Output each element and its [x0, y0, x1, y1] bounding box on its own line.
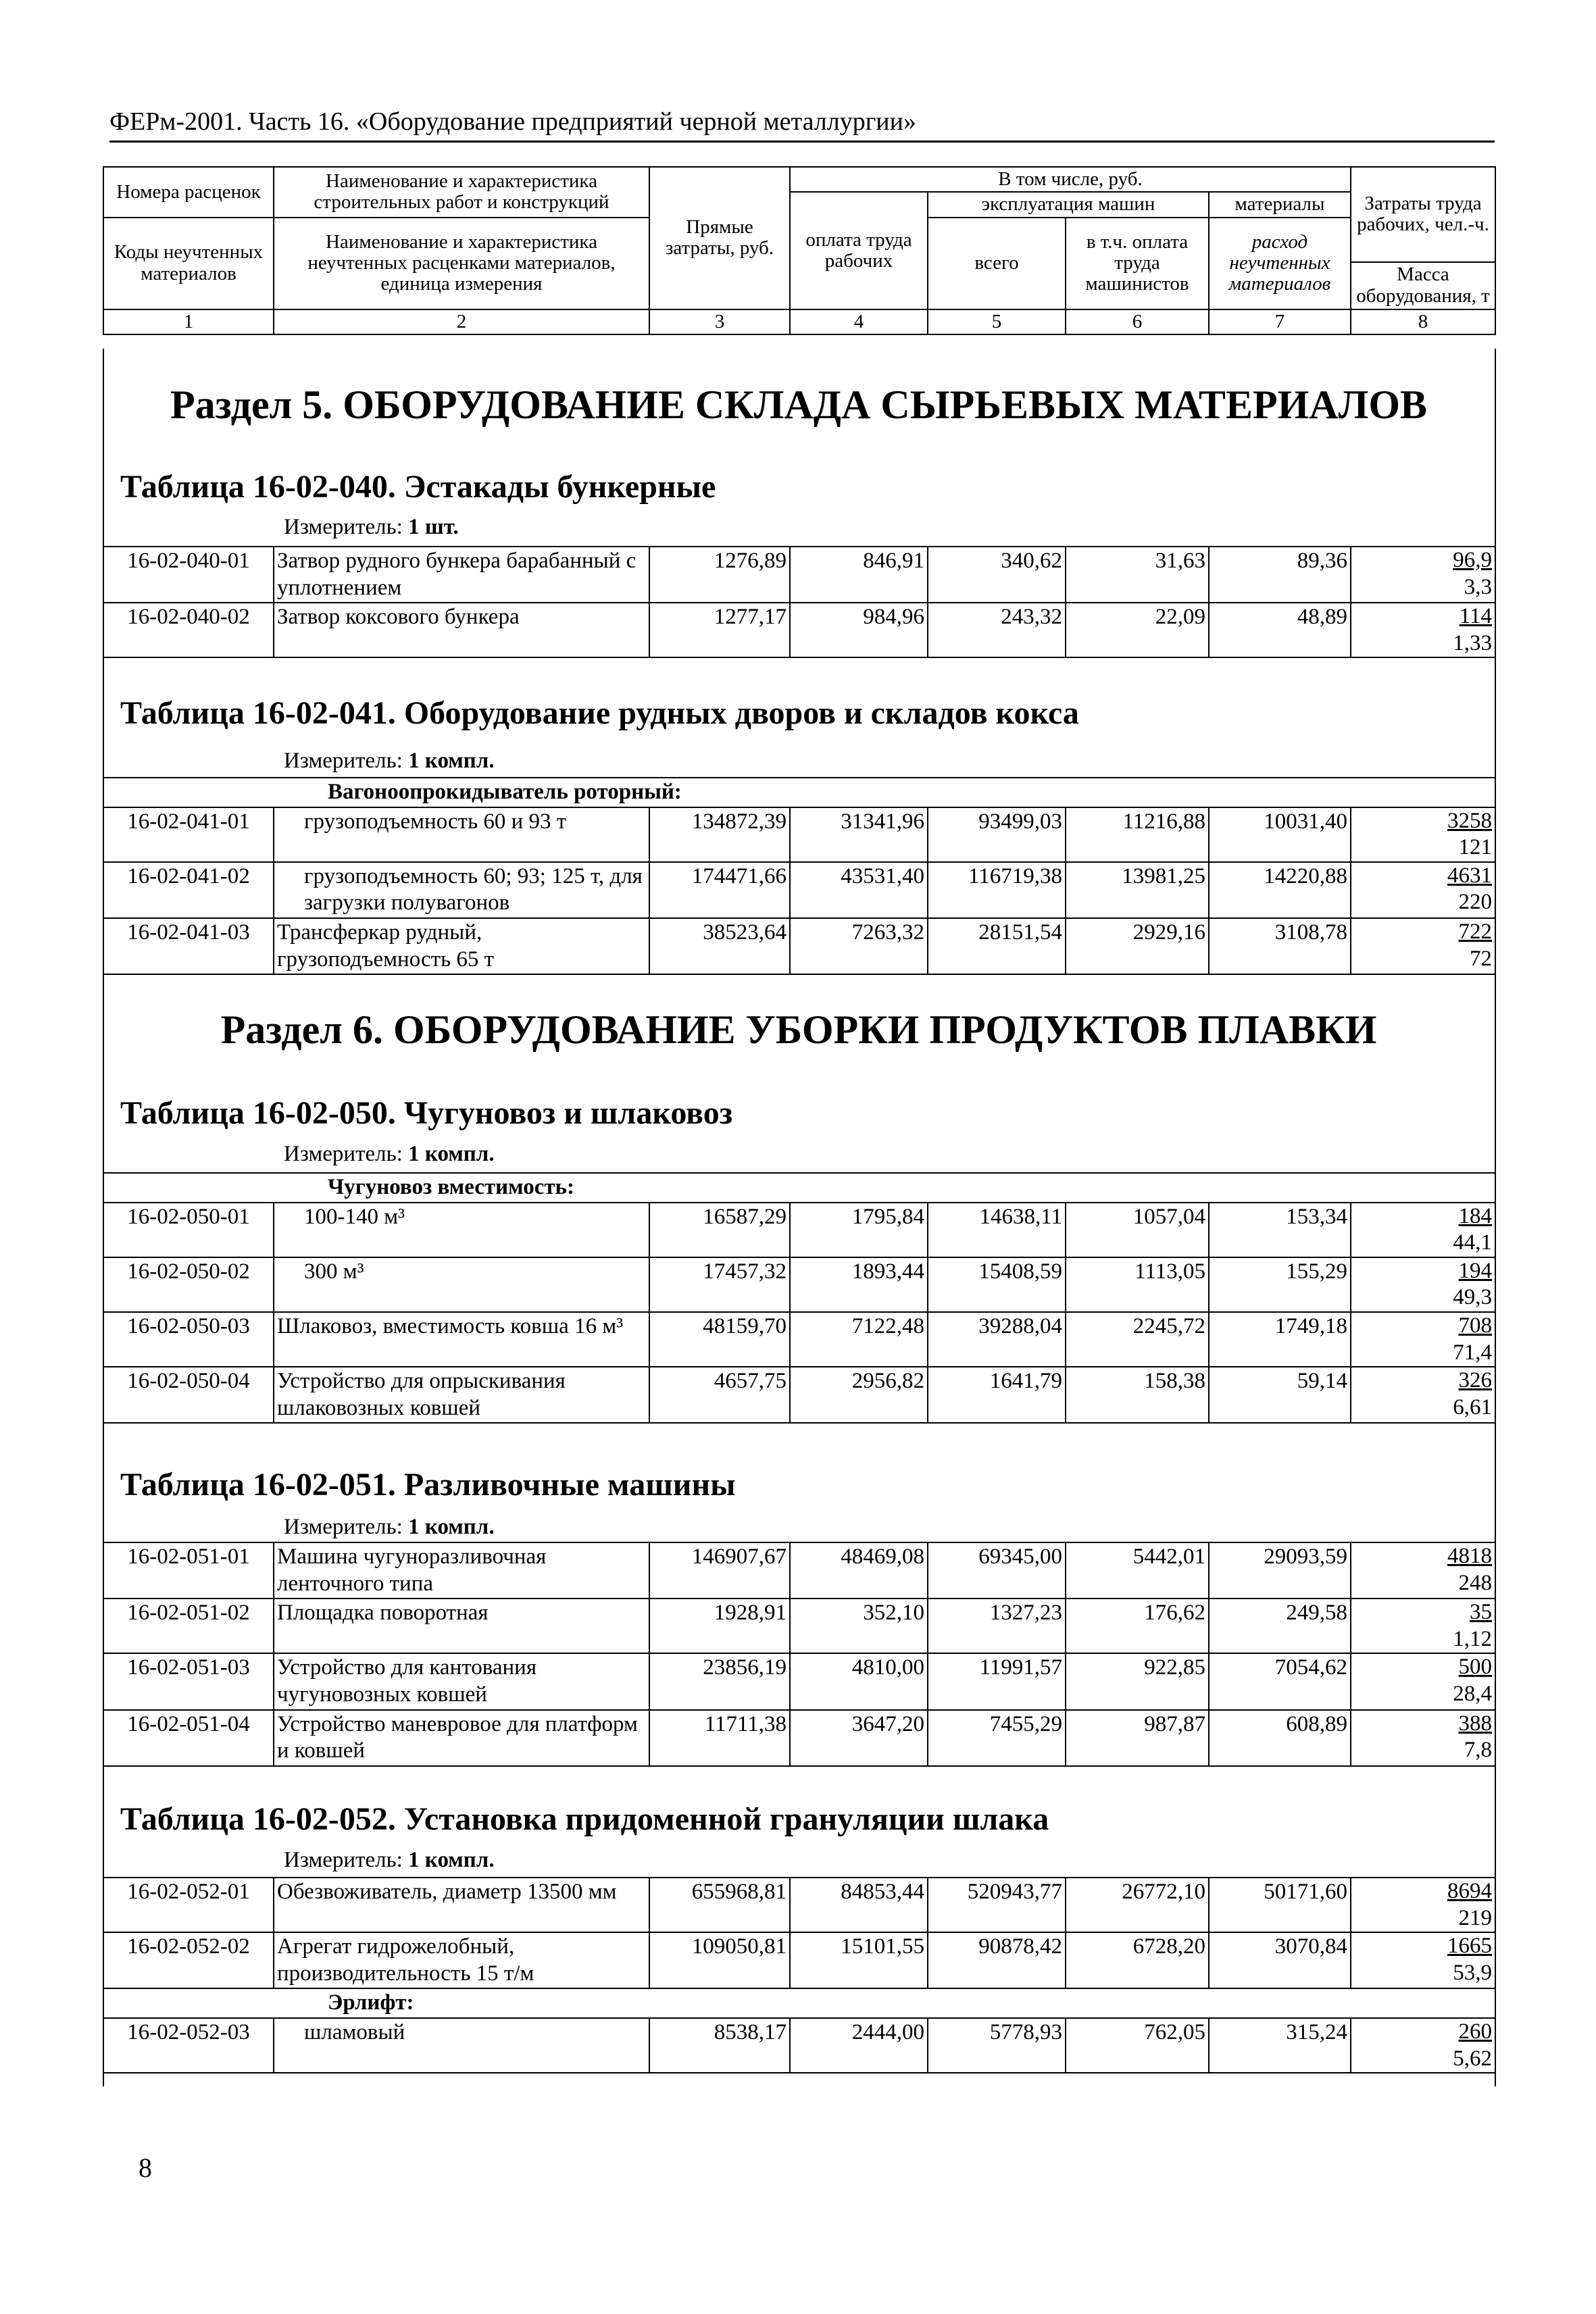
labor-hours: 1665	[1447, 1934, 1492, 1959]
machine-total: 7455,29	[928, 1710, 1066, 1766]
work-name: Агрегат гидрожелобный, производительность 15 т/м	[274, 1932, 649, 1988]
col-number: 2	[274, 309, 649, 334]
labor-hours: 500	[1458, 1655, 1492, 1680]
materials-cost: 155,29	[1209, 1257, 1351, 1312]
materials-cost: 50171,60	[1209, 1878, 1351, 1932]
labor-mass-cell	[1351, 1878, 1495, 1932]
rate-code: 16-02-040-01	[103, 547, 274, 603]
equipment-mass: 7,8	[1464, 1738, 1492, 1763]
labor-mass-cell	[1351, 2018, 1495, 2073]
table-row	[103, 1653, 1495, 1709]
rate-code: 16-02-041-01	[103, 807, 274, 862]
machinist-pay: 762,05	[1066, 2018, 1209, 2073]
unit-label: Измеритель:	[284, 1848, 403, 1872]
unit-value: 1 шт.	[408, 515, 459, 539]
table-subheader: Чугуновоз вместимость:	[274, 1173, 1495, 1203]
direct-cost: 109050,81	[649, 1932, 790, 1988]
direct-cost: 1276,89	[649, 547, 790, 603]
rate-code: 16-02-050-02	[103, 1257, 274, 1312]
machinist-pay: 6728,20	[1066, 1932, 1209, 1988]
equipment-mass: 121	[1458, 835, 1493, 860]
labor-mass-cell	[1351, 1653, 1495, 1709]
labor-mass-cell	[1351, 1203, 1495, 1257]
col-header-materials: материалы	[1209, 192, 1351, 217]
machinist-pay: 31,63	[1066, 547, 1209, 603]
table-title: Таблица 16-02-051. Разливочные машины	[120, 1467, 736, 1503]
rate-code: 16-02-050-04	[103, 1367, 274, 1423]
unit-value: 1 компл.	[408, 1848, 495, 1872]
labor-hours: 388	[1458, 1711, 1492, 1736]
col-header-including: В том числе, руб.	[790, 167, 1351, 192]
labor-pay: 1893,44	[790, 1257, 928, 1312]
table-row	[103, 807, 1495, 862]
labor-hours: 96,9	[1453, 548, 1492, 572]
unit-value: 1 компл.	[408, 1515, 495, 1539]
labor-hours: 722	[1458, 919, 1493, 944]
materials-cost: 3108,78	[1209, 918, 1351, 974]
table-row	[103, 862, 1495, 918]
labor-pay: 84853,44	[790, 1878, 928, 1932]
work-name: 300 м³	[274, 1257, 649, 1312]
col-header-direct: Прямые затраты, руб.	[649, 167, 790, 309]
col-number: 1	[103, 309, 274, 334]
rate-code: 16-02-041-03	[103, 918, 274, 974]
machine-total: 15408,59	[928, 1257, 1066, 1312]
unit-line	[284, 1848, 495, 1873]
rate-code: 16-02-041-02	[103, 862, 274, 918]
unit-label: Измеритель:	[284, 749, 403, 773]
col-number: 4	[790, 309, 928, 334]
equipment-mass: 1,12	[1453, 1626, 1492, 1651]
equipment-mass: 72	[1470, 946, 1493, 971]
running-header: ФЕРм-2001. Часть 16. «Оборудование предприятий черной металлургии»	[109, 107, 1495, 143]
column-header-table	[103, 166, 1496, 335]
equipment-mass: 53,9	[1453, 1960, 1492, 1985]
work-name: шламовый	[274, 2018, 649, 2073]
machinist-pay: 922,85	[1066, 1653, 1209, 1709]
machine-total: 5778,93	[928, 2018, 1066, 2073]
machinist-pay: 26772,10	[1066, 1878, 1209, 1932]
work-name: Затвор рудного бункера барабанный с уплотнением	[274, 547, 649, 603]
machinist-pay: 11216,88	[1066, 807, 1209, 862]
section-title: Раздел 6. ОБОРУДОВАНИЕ УБОРКИ ПРОДУКТОВ ПЛАВКИ	[220, 1007, 1377, 1052]
labor-mass-cell	[1351, 1599, 1495, 1653]
unit-value: 1 компл.	[408, 1142, 495, 1166]
machinist-pay: 1057,04	[1066, 1203, 1209, 1257]
labor-mass-cell	[1351, 807, 1495, 862]
col-number: 8	[1351, 309, 1495, 334]
labor-pay: 15101,55	[790, 1932, 928, 1988]
labor-pay: 2956,82	[790, 1367, 928, 1423]
rate-code: 16-02-051-03	[103, 1653, 274, 1709]
rate-code: 16-02-052-03	[103, 2018, 274, 2073]
col-header-labor-top: Затраты труда рабочих, чел.-ч.	[1351, 167, 1495, 262]
materials-cost: 7054,62	[1209, 1653, 1351, 1709]
subheader-spacer	[103, 1988, 274, 2018]
section-title: Раздел 5. ОБОРУДОВАНИЕ СКЛАДА СЫРЬЕВЫХ МАТЕРИАЛОВ	[170, 382, 1428, 427]
labor-hours: 260	[1458, 2019, 1492, 2044]
direct-cost: 38523,64	[649, 918, 790, 974]
rates-table	[103, 1542, 1496, 1767]
work-name: грузоподъемность 60 и 93 т	[274, 807, 649, 862]
machine-total: 243,32	[928, 603, 1066, 657]
table-title: Таблица 16-02-040. Эстакады бункерные	[120, 469, 716, 505]
work-name: 100-140 м³	[274, 1203, 649, 1257]
table-title: Таблица 16-02-050. Чугуновоз и шлаковоз	[120, 1095, 733, 1131]
materials-cost: 1749,18	[1209, 1312, 1351, 1367]
rate-code: 16-02-052-01	[103, 1878, 274, 1932]
work-name: Устройство маневровое для платформ и ковшей	[274, 1710, 649, 1766]
labor-mass-cell	[1351, 918, 1495, 974]
materials-cost: 48,89	[1209, 603, 1351, 657]
table-row	[103, 1203, 1495, 1257]
rate-code: 16-02-040-02	[103, 603, 274, 657]
labor-pay: 31341,96	[790, 807, 928, 862]
table-row	[103, 1257, 1495, 1312]
table-row	[103, 1932, 1495, 1988]
col-header-labor-pay: оплата труда рабочих	[790, 192, 928, 309]
equipment-mass: 44,1	[1453, 1230, 1493, 1255]
equipment-mass: 6,61	[1453, 1394, 1493, 1419]
table-title: Таблица 16-02-041. Оборудование рудных дворов и складов кокса	[120, 695, 1079, 731]
equipment-mass: 5,62	[1453, 2046, 1492, 2071]
table-row	[103, 1710, 1495, 1766]
rate-code: 16-02-051-01	[103, 1542, 274, 1599]
col-header-mach-total: всего	[928, 218, 1066, 309]
machinist-pay: 2929,16	[1066, 918, 1209, 974]
labor-mass-cell	[1351, 603, 1495, 657]
labor-hours: 184	[1458, 1203, 1493, 1228]
direct-cost: 4657,75	[649, 1367, 790, 1423]
rate-code: 16-02-050-03	[103, 1312, 274, 1367]
machine-total: 14638,11	[928, 1203, 1066, 1257]
labor-mass-cell	[1351, 1932, 1495, 1988]
direct-cost: 8538,17	[649, 2018, 790, 2073]
work-name: Устройство для кантования чугуновозных ковшей	[274, 1653, 649, 1709]
work-name: Затвор коксового бункера	[274, 603, 649, 657]
col-header-name-top: Наименование и характеристика строительных работ и конструкций	[274, 167, 649, 218]
rates-table	[103, 546, 1496, 658]
machine-total: 93499,03	[928, 807, 1066, 862]
unit-value: 1 компл.	[408, 749, 495, 773]
equipment-mass: 248	[1458, 1570, 1492, 1595]
table-row	[103, 1878, 1495, 1932]
table-subheader: Вагоноопрокидыватель роторный:	[274, 778, 1495, 807]
rate-code: 16-02-051-02	[103, 1599, 274, 1653]
col-header-codes-top: Номера расценок	[103, 167, 274, 218]
machinist-pay: 2245,72	[1066, 1312, 1209, 1367]
machinist-pay: 987,87	[1066, 1710, 1209, 1766]
unit-label: Измеритель:	[284, 515, 403, 539]
machine-total: 1641,79	[928, 1367, 1066, 1423]
labor-mass-cell	[1351, 1367, 1495, 1423]
col-header-machines: эксплуатация машин	[928, 192, 1209, 217]
labor-pay: 352,10	[790, 1599, 928, 1653]
labor-pay: 48469,08	[790, 1542, 928, 1599]
direct-cost: 16587,29	[649, 1203, 790, 1257]
labor-pay: 7122,48	[790, 1312, 928, 1367]
labor-mass-cell	[1351, 547, 1495, 603]
materials-cost: 153,34	[1209, 1203, 1351, 1257]
materials-cost: 14220,88	[1209, 862, 1351, 918]
table-row	[103, 603, 1495, 657]
col-number: 6	[1066, 309, 1209, 334]
direct-cost: 23856,19	[649, 1653, 790, 1709]
machine-total: 520943,77	[928, 1878, 1066, 1932]
labor-hours: 708	[1458, 1313, 1493, 1338]
work-name: Трансферкар рудный, грузоподъемность 65 т	[274, 918, 649, 974]
materials-cost: 315,24	[1209, 2018, 1351, 2073]
direct-cost: 134872,39	[649, 807, 790, 862]
labor-hours: 4818	[1447, 1544, 1492, 1568]
work-name: Площадка поворотная	[274, 1599, 649, 1653]
machine-total: 116719,38	[928, 862, 1066, 918]
unit-label: Измеритель:	[284, 1142, 403, 1166]
labor-hours: 8694	[1447, 1879, 1492, 1903]
labor-pay: 846,91	[790, 547, 928, 603]
labor-pay: 3647,20	[790, 1710, 928, 1766]
table-row	[103, 2018, 1495, 2073]
direct-cost: 146907,67	[649, 1542, 790, 1599]
table-row	[103, 1367, 1495, 1423]
labor-hours: 35	[1470, 1600, 1492, 1625]
materials-cost: 89,36	[1209, 547, 1351, 603]
col-number: 5	[928, 309, 1066, 334]
machine-total: 28151,54	[928, 918, 1066, 974]
direct-cost: 174471,66	[649, 862, 790, 918]
machine-total: 39288,04	[928, 1312, 1066, 1367]
labor-pay: 1795,84	[790, 1203, 928, 1257]
rates-table	[103, 1172, 1496, 1424]
equipment-mass: 1,33	[1453, 630, 1492, 655]
col-header-mass: Масса оборудования, т	[1351, 262, 1495, 309]
machine-total: 11991,57	[928, 1653, 1066, 1709]
materials-cost: 608,89	[1209, 1710, 1351, 1766]
rates-table	[103, 777, 1496, 975]
machine-total: 90878,42	[928, 1932, 1066, 1988]
table-row	[103, 1312, 1495, 1367]
table-row	[103, 1542, 1495, 1599]
table-row	[103, 918, 1495, 974]
work-name: Обезвоживатель, диаметр 13500 мм	[274, 1878, 649, 1932]
labor-hours: 3258	[1447, 808, 1493, 833]
col-header-name-bottom: Наименование и характеристика неучтенных расценками материалов, единица измерения	[274, 218, 649, 309]
materials-cost: 249,58	[1209, 1599, 1351, 1653]
labor-pay: 4810,00	[790, 1653, 928, 1709]
labor-pay: 2444,00	[790, 2018, 928, 2073]
table-title: Таблица 16-02-052. Установка придоменной грануляции шлака	[120, 1801, 1049, 1837]
machinist-pay: 176,62	[1066, 1599, 1209, 1653]
machine-total: 1327,23	[928, 1599, 1066, 1653]
equipment-mass: 220	[1458, 890, 1493, 915]
subheader-spacer	[103, 778, 274, 807]
machine-total: 69345,00	[928, 1542, 1066, 1599]
unit-line	[284, 749, 495, 774]
unit-line	[284, 515, 459, 540]
labor-mass-cell	[1351, 862, 1495, 918]
page-number: 8	[139, 2153, 152, 2183]
labor-hours: 4631	[1447, 863, 1493, 888]
equipment-mass: 3,3	[1464, 574, 1492, 599]
col-number: 3	[649, 309, 790, 334]
rates-table	[103, 1877, 1496, 2073]
direct-cost: 1277,17	[649, 603, 790, 657]
equipment-mass: 219	[1458, 1905, 1492, 1930]
equipment-mass: 28,4	[1453, 1681, 1492, 1706]
equipment-mass: 49,3	[1453, 1285, 1493, 1310]
machinist-pay: 5442,01	[1066, 1542, 1209, 1599]
machine-total: 340,62	[928, 547, 1066, 603]
table-row	[103, 1599, 1495, 1653]
labor-pay: 43531,40	[790, 862, 928, 918]
machinist-pay: 1113,05	[1066, 1257, 1209, 1312]
work-name: Шлаковоз, вместимость ковша 16 м³	[274, 1312, 649, 1367]
subheader-spacer	[103, 1173, 274, 1203]
labor-pay: 984,96	[790, 603, 928, 657]
materials-cost: 29093,59	[1209, 1542, 1351, 1599]
unit-label: Измеритель:	[284, 1515, 403, 1539]
labor-mass-cell	[1351, 1312, 1495, 1367]
col-header-unaccounted-materials: расход неучтенных материалов	[1209, 218, 1351, 309]
labor-mass-cell	[1351, 1710, 1495, 1766]
table-subheader: Эрлифт:	[274, 1988, 1495, 2018]
unit-line	[284, 1515, 495, 1540]
machinist-pay: 13981,25	[1066, 862, 1209, 918]
direct-cost: 655968,81	[649, 1878, 790, 1932]
col-header-mach-labor: в т.ч. оплата труда машинистов	[1066, 218, 1209, 309]
machinist-pay: 22,09	[1066, 603, 1209, 657]
work-name: грузоподъемность 60; 93; 125 т, для загрузки полувагонов	[274, 862, 649, 918]
labor-pay: 7263,32	[790, 918, 928, 974]
direct-cost: 48159,70	[649, 1312, 790, 1367]
rate-code: 16-02-051-04	[103, 1710, 274, 1766]
direct-cost: 1928,91	[649, 1599, 790, 1653]
work-name: Машина чугуноразливочная ленточного типа	[274, 1542, 649, 1599]
rate-code: 16-02-050-01	[103, 1203, 274, 1257]
labor-mass-cell	[1351, 1257, 1495, 1312]
labor-hours: 114	[1459, 604, 1492, 629]
labor-mass-cell	[1351, 1542, 1495, 1599]
col-header-codes-bottom: Коды неучтенных материалов	[103, 218, 274, 309]
equipment-mass: 71,4	[1453, 1340, 1493, 1365]
materials-cost: 10031,40	[1209, 807, 1351, 862]
direct-cost: 17457,32	[649, 1257, 790, 1312]
work-name: Устройство для опрыскивания шлаковозных ковшей	[274, 1367, 649, 1423]
col-number: 7	[1209, 309, 1351, 334]
materials-cost: 3070,84	[1209, 1932, 1351, 1988]
direct-cost: 11711,38	[649, 1710, 790, 1766]
table-row	[103, 547, 1495, 603]
unit-line	[284, 1142, 495, 1167]
machinist-pay: 158,38	[1066, 1367, 1209, 1423]
labor-hours: 326	[1458, 1368, 1493, 1393]
rate-code: 16-02-052-02	[103, 1932, 274, 1988]
materials-cost: 59,14	[1209, 1367, 1351, 1423]
labor-hours: 194	[1458, 1258, 1493, 1283]
